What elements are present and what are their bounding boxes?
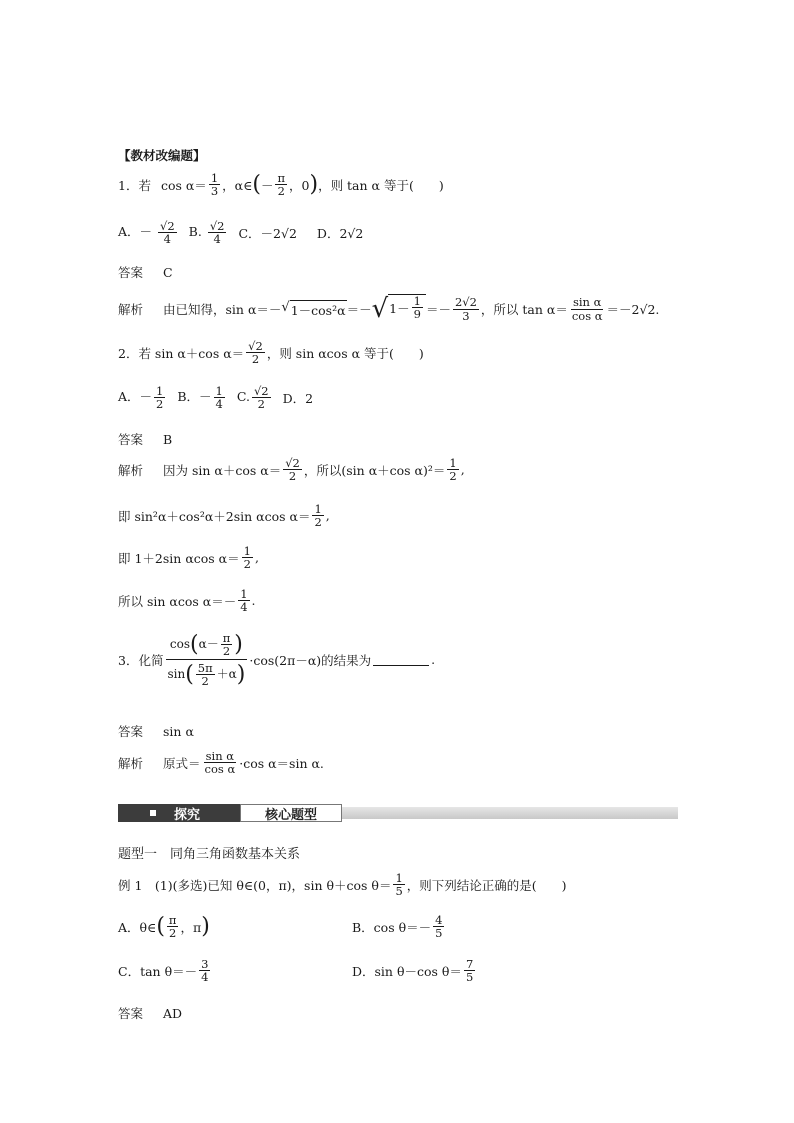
ex1-option-b[interactable]: B．cos θ＝－ $\frac{4}{5}$: [352, 913, 443, 941]
q2-solution-line1: 解析 因为 sin α＋cos α＝ $\frac{√2}{2}$ ，所以(sin α＋cos α)²＝ $\frac{1}{2}$ ,: [118, 456, 465, 484]
q2-solution-line4: 所以 sin αcos α＝－ $\frac{1}{4}$ .: [118, 587, 256, 615]
option-d[interactable]: D．2√2: [316, 225, 364, 241]
q2-solution-line2: 即 sin²α＋cos²α＋2sin αcos α＝ $\frac{1}{2}$ ,: [118, 502, 330, 530]
section-tag: 【教材改编题】: [118, 148, 206, 163]
option-a[interactable]: A．－ $\frac{√2}{4}$: [118, 219, 175, 247]
type-title: 题型一 同角三角函数基本关系: [118, 847, 301, 862]
q3-stem: 3．化简 cos ( α－ $\frac{\pi}{2}$ ) sin ( $\frac{5\pi}{2}$ ＋α ) ·cos(2π－α)的结果为 .: [118, 631, 436, 689]
q3-answer: 答案 sin α: [118, 723, 194, 739]
q3-solution: 解析 原式＝ $\frac{\text{sin α}}{\text{cos α}}$ ·cos α＝sin α.: [118, 749, 324, 777]
option-b[interactable]: B．－ $\frac{1}{4}$: [177, 384, 223, 412]
q2-stem: 2．若 sin α＋cos α＝ $\frac{√2}{2}$ ，则 sin αcos α 等于( ): [118, 339, 424, 367]
fraction: $\frac{1}{3}$: [210, 171, 219, 199]
banner-right: 核心题型: [240, 804, 342, 822]
q1-stem: 1．若 cos α＝ $\frac{1}{3}$ ，α∈ ( － $\frac{\pi}{2}$ ，0 ) ，则 tan α 等于( ): [118, 171, 444, 199]
section-banner: [118, 802, 678, 824]
option-a[interactable]: A．－ $\frac{1}{2}$: [118, 384, 164, 412]
q1-answer: 答案 C: [118, 264, 173, 280]
ex1-option-c[interactable]: C．tan θ＝－ $\frac{3}{4}$: [118, 957, 209, 985]
ex1-option-d[interactable]: D．sin θ－cos θ＝ $\frac{7}{5}$: [352, 957, 474, 985]
option-b[interactable]: B. $\frac{√2}{4}$: [188, 219, 225, 247]
answer-blank[interactable]: [373, 653, 429, 666]
option-c[interactable]: C．－2√2: [238, 225, 297, 241]
option-d[interactable]: D．2: [282, 390, 314, 406]
fraction: $\frac{\pi}{2}$: [277, 171, 286, 199]
ex1-stem: 例 1 (1)(多选)已知 θ∈(0，π)，sin θ＋cos θ＝ $\frac{1}{5}$ ，则下列结论正确的是( ): [118, 871, 567, 899]
banner-left: 探究: [118, 804, 240, 822]
q2-options: [118, 385, 313, 410]
ex1-option-a[interactable]: A．θ∈ ( $\frac{\pi}{2}$ ，π ): [118, 913, 210, 941]
option-c[interactable]: C. $\frac{√2}{2}$: [236, 384, 269, 412]
q1-options: [118, 220, 363, 245]
square-icon: [150, 810, 156, 816]
q2-answer: 答案 B: [118, 431, 173, 447]
ex1-answer: 答案 AD: [118, 1005, 183, 1021]
q2-solution-line3: 即 1＋2sin αcos α＝ $\frac{1}{2}$ ,: [118, 544, 259, 572]
q1-solution: 解析 由已知得，sin α＝－ √ 1－cos²α ＝－ √ 1－ $\frac{1}{9}$ ＝－ $\frac{2√2}{3}$ ，所以 tan α＝ $\frac{\text{sin α}}{\text{cos α}}$ ＝－2√2.: [118, 294, 660, 324]
